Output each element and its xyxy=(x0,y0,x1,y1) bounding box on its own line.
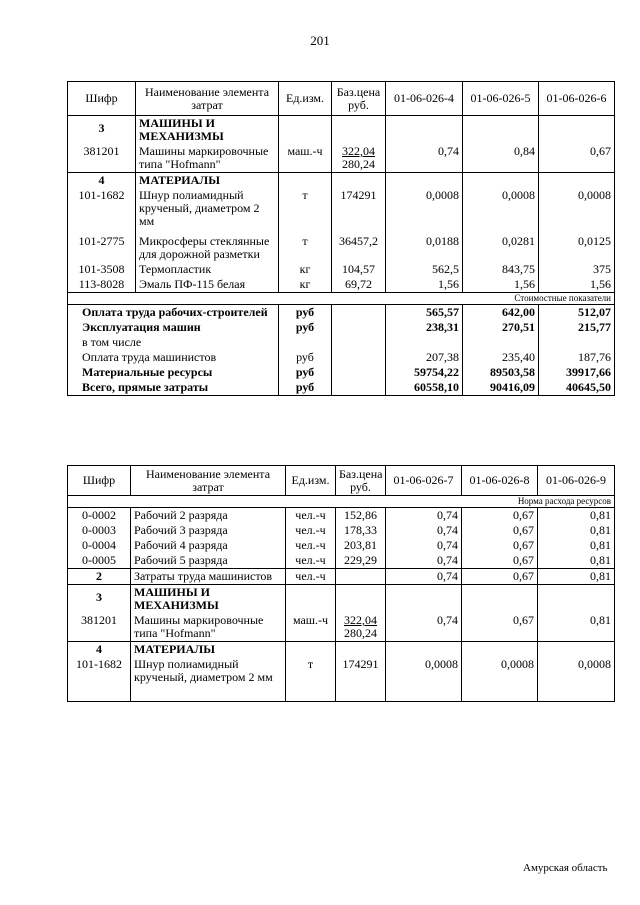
cost-table-1 xyxy=(67,81,615,396)
section-title: МАШИНЫ И МЕХАНИЗМЫ xyxy=(136,116,279,145)
cost-name: Материальные ресурсы xyxy=(68,365,279,380)
cost-row xyxy=(68,335,615,350)
band-label: Норма расхода ресурсов xyxy=(68,496,615,508)
table-row xyxy=(68,188,615,229)
header-unit: Ед.изм. xyxy=(279,82,332,116)
cost-name: в том числе xyxy=(68,335,279,350)
header-col-2: 01-06-026-5 xyxy=(463,82,539,116)
table-row xyxy=(68,144,615,173)
section-row xyxy=(68,116,615,145)
table-row xyxy=(68,508,615,524)
cost-value-3: 215,77 xyxy=(539,320,615,335)
band-label: Стоимостные показатели xyxy=(68,293,615,305)
row-price: 229,29 xyxy=(336,553,386,569)
row-value-3: 0,81 xyxy=(538,613,615,642)
band-row xyxy=(68,293,615,305)
header-name: Наименование элемента затрат xyxy=(136,82,279,116)
cost-row xyxy=(68,320,615,335)
header-price: Баз.цена руб. xyxy=(336,466,386,496)
cost-unit: руб xyxy=(279,365,332,380)
row-unit: чел.-ч xyxy=(286,553,336,569)
row-name: Рабочий 5 разряда xyxy=(131,553,286,569)
row-name: Рабочий 2 разряда xyxy=(131,508,286,524)
cost-value-1: 565,57 xyxy=(386,305,463,321)
row-value-1: 0,74 xyxy=(386,523,462,538)
row-price: 174291 xyxy=(336,657,386,701)
row-code: 101-1682 xyxy=(68,657,131,701)
row-unit: чел.-ч xyxy=(286,508,336,524)
section-code: 4 xyxy=(68,642,131,658)
row-unit: кг xyxy=(279,262,332,277)
row-value-3: 0,0125 xyxy=(539,229,615,262)
row-price: 174291 xyxy=(332,188,386,229)
row-value-3: 1,56 xyxy=(539,277,615,293)
row-code: 381201 xyxy=(68,613,131,642)
section-row xyxy=(68,173,615,189)
cost-name: Всего, прямые затраты xyxy=(68,380,279,396)
row-value-1: 0,74 xyxy=(386,144,463,173)
table-row xyxy=(68,657,615,701)
row-unit: т xyxy=(279,229,332,262)
header-col-2: 01-06-026-8 xyxy=(462,466,538,496)
row-value-2: 1,56 xyxy=(463,277,539,293)
row-code: 0-0004 xyxy=(68,538,131,553)
cost-value-2: 235,40 xyxy=(463,350,539,365)
cost-unit: руб xyxy=(279,350,332,365)
row-name: Микросферы стеклянные для дорожной разметки xyxy=(136,229,279,262)
cost-value-1: 59754,22 xyxy=(386,365,463,380)
row-unit: чел.-ч xyxy=(286,569,336,585)
table-row xyxy=(68,277,615,293)
row-code: 101-2775 xyxy=(68,229,136,262)
row-price: 69,72 xyxy=(332,277,386,293)
cost-unit: руб xyxy=(279,380,332,396)
row-code: 0-0005 xyxy=(68,553,131,569)
row-value-3: 0,81 xyxy=(538,508,615,524)
header-name: Наименование элемента затрат xyxy=(131,466,286,496)
cost-name: Эксплуатация машин xyxy=(68,320,279,335)
row-name: Машины маркировочные типа "Hofmann" xyxy=(131,613,286,642)
row-name: Рабочий 3 разряда xyxy=(131,523,286,538)
row-value-2: 0,67 xyxy=(462,569,538,585)
section-row xyxy=(68,585,615,614)
section-code: 3 xyxy=(68,116,136,145)
cost-value-3: 39917,66 xyxy=(539,365,615,380)
header-col-3: 01-06-026-9 xyxy=(538,466,615,496)
cost-unit: руб xyxy=(279,305,332,321)
header-col-1: 01-06-026-7 xyxy=(386,466,462,496)
row-price xyxy=(336,613,386,642)
cost-value-1: 60558,10 xyxy=(386,380,463,396)
row-value-3: 0,81 xyxy=(538,569,615,585)
row-price: 178,33 xyxy=(336,523,386,538)
cost-row xyxy=(68,380,615,396)
row-value-2: 0,67 xyxy=(462,553,538,569)
row-value-2: 0,0281 xyxy=(463,229,539,262)
cost-value-3: 187,76 xyxy=(539,350,615,365)
table-row xyxy=(68,569,615,585)
row-price: 203,81 xyxy=(336,538,386,553)
header-unit: Ед.изм. xyxy=(286,466,336,496)
row-value-1: 0,74 xyxy=(386,538,462,553)
header-code: Шифр xyxy=(68,82,136,116)
row-unit: чел.-ч xyxy=(286,523,336,538)
row-price xyxy=(332,144,386,173)
footer-region: Амурская область xyxy=(523,862,608,874)
header-col-1: 01-06-026-4 xyxy=(386,82,463,116)
table-header xyxy=(68,82,615,116)
row-value-1: 0,0188 xyxy=(386,229,463,262)
row-name: Рабочий 4 разряда xyxy=(131,538,286,553)
section-row xyxy=(68,642,615,658)
row-unit: маш.-ч xyxy=(279,144,332,173)
row-value-1: 0,74 xyxy=(386,508,462,524)
row-code: 101-3508 xyxy=(68,262,136,277)
row-value-1: 0,0008 xyxy=(386,188,463,229)
row-price: 152,86 xyxy=(336,508,386,524)
header-col-3: 01-06-026-6 xyxy=(539,82,615,116)
row-value-2: 0,67 xyxy=(462,613,538,642)
cost-value-2: 642,00 xyxy=(463,305,539,321)
band-row xyxy=(68,496,615,508)
section-title: МАТЕРИАЛЫ xyxy=(131,642,286,658)
row-name: Шнур полиамидный крученый, диаметром 2 мм xyxy=(136,188,279,229)
table-row xyxy=(68,613,615,642)
row-name: Эмаль ПФ-115 белая xyxy=(136,277,279,293)
cost-name: Оплата труда машинистов xyxy=(68,350,279,365)
row-value-2: 0,0008 xyxy=(462,657,538,701)
row-name: Шнур полиамидный крученый, диаметром 2 мм xyxy=(131,657,286,701)
cost-value-1: 238,31 xyxy=(386,320,463,335)
cost-row xyxy=(68,305,615,321)
cost-value-3: 40645,50 xyxy=(539,380,615,396)
row-value-2: 843,75 xyxy=(463,262,539,277)
section-title: МАШИНЫ И МЕХАНИЗМЫ xyxy=(131,585,286,614)
row-price xyxy=(336,569,386,585)
row-value-3: 375 xyxy=(539,262,615,277)
row-unit: чел.-ч xyxy=(286,538,336,553)
row-unit: кг xyxy=(279,277,332,293)
row-code: 381201 xyxy=(68,144,136,173)
section-title: МАТЕРИАЛЫ xyxy=(136,173,279,189)
cost-row xyxy=(68,365,615,380)
header-code: Шифр xyxy=(68,466,131,496)
page-number: 201 xyxy=(310,33,330,48)
row-name: Термопластик xyxy=(136,262,279,277)
row-value-3: 0,81 xyxy=(538,553,615,569)
row-code: 113-8028 xyxy=(68,277,136,293)
resource-table-2 xyxy=(67,465,615,702)
table-row xyxy=(68,523,615,538)
row-value-1: 0,74 xyxy=(386,613,462,642)
cost-unit: руб xyxy=(279,320,332,335)
header-price: Баз.цена руб. xyxy=(332,82,386,116)
row-value-3: 0,0008 xyxy=(538,657,615,701)
row-value-3: 0,81 xyxy=(538,523,615,538)
price-secondary: 280,24 xyxy=(344,626,377,640)
row-name: Затраты труда машинистов xyxy=(131,569,286,585)
cost-value-1: 207,38 xyxy=(386,350,463,365)
row-value-1: 0,74 xyxy=(386,569,462,585)
row-value-2: 0,67 xyxy=(462,508,538,524)
row-value-2: 0,0008 xyxy=(463,188,539,229)
row-unit: т xyxy=(279,188,332,229)
cost-value-3: 512,07 xyxy=(539,305,615,321)
row-value-2: 0,67 xyxy=(462,538,538,553)
row-value-2: 0,84 xyxy=(463,144,539,173)
row-code: 2 xyxy=(68,569,131,585)
row-price: 36457,2 xyxy=(332,229,386,262)
row-code: 0-0003 xyxy=(68,523,131,538)
row-unit: маш.-ч xyxy=(286,613,336,642)
row-value-1: 1,56 xyxy=(386,277,463,293)
cost-value-2: 89503,58 xyxy=(463,365,539,380)
price-primary: 322,04 xyxy=(344,613,377,627)
row-price: 104,57 xyxy=(332,262,386,277)
row-value-1: 0,0008 xyxy=(386,657,462,701)
section-code: 4 xyxy=(68,173,136,189)
table-row xyxy=(68,262,615,277)
row-unit: т xyxy=(286,657,336,701)
cost-row xyxy=(68,350,615,365)
row-value-1: 0,74 xyxy=(386,553,462,569)
row-value-3: 0,81 xyxy=(538,538,615,553)
table-row xyxy=(68,553,615,569)
row-code: 101-1682 xyxy=(68,188,136,229)
row-value-2: 0,67 xyxy=(462,523,538,538)
row-name: Машины маркировочные типа "Hofmann" xyxy=(136,144,279,173)
table-row xyxy=(68,538,615,553)
cost-value-2: 90416,09 xyxy=(463,380,539,396)
price-primary: 322,04 xyxy=(342,144,375,158)
table-header xyxy=(68,466,615,496)
row-code: 0-0002 xyxy=(68,508,131,524)
row-value-1: 562,5 xyxy=(386,262,463,277)
table-row xyxy=(68,229,615,262)
row-value-3: 0,67 xyxy=(539,144,615,173)
section-code: 3 xyxy=(68,585,131,614)
cost-value-2: 270,51 xyxy=(463,320,539,335)
row-value-3: 0,0008 xyxy=(539,188,615,229)
cost-name: Оплата труда рабочих-строителей xyxy=(68,305,279,321)
price-secondary: 280,24 xyxy=(342,157,375,171)
